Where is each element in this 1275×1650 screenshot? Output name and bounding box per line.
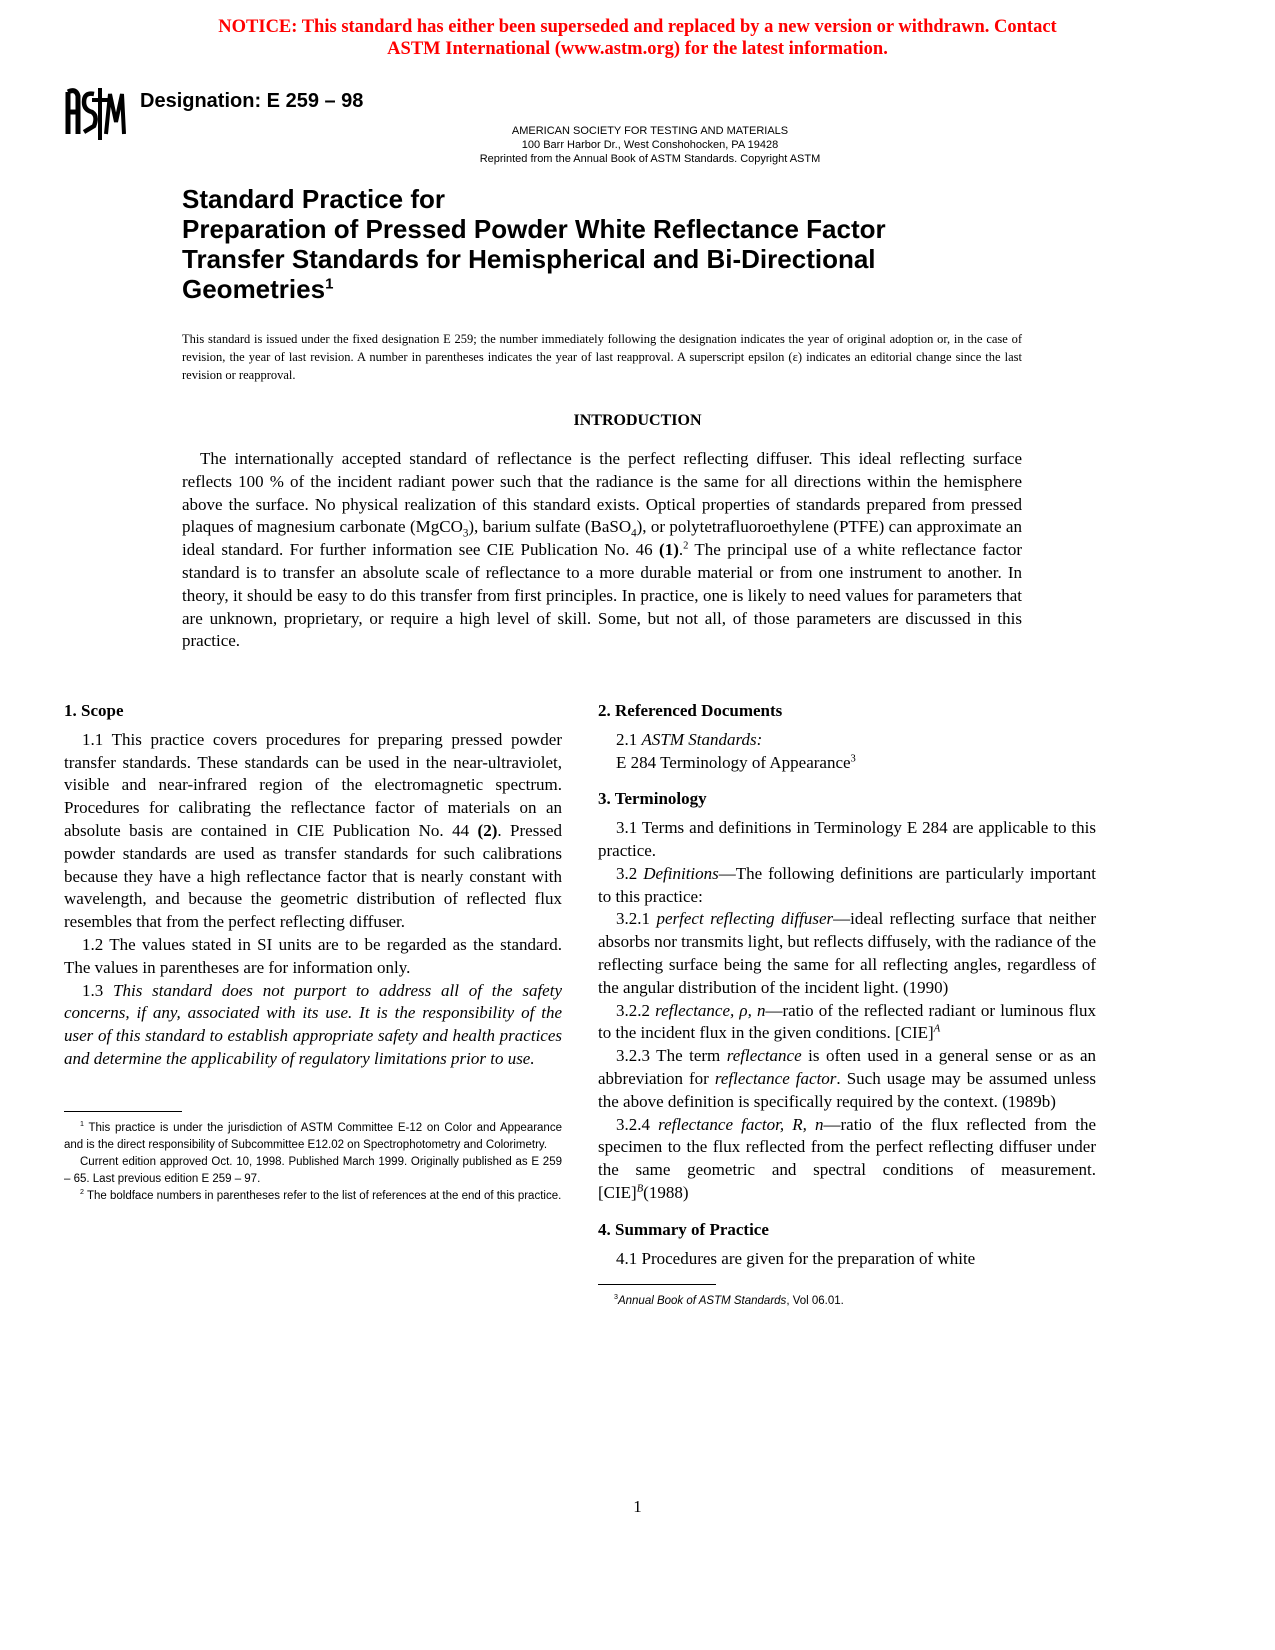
terminology-3-2-3: 3.2.3 The term reflectance is often used in a general sense or as an abbreviation for reflectance factor. Such usage may be assumed unless the above definition is specifically required by the context. (1989b) <box>598 1046 1096 1111</box>
title-footnote-mark: 1 <box>325 275 334 293</box>
introduction-heading: INTRODUCTION <box>573 412 702 429</box>
issued-note: This standard is issued under the fixed designation E 259; the number immediately following the designation indicates the year of original adoption or, in the case of revision, the year of last revision. A number in parentheses indicates the year of last reapproval. A superscript epsilon (ε) indicates an editorial change since the last revision or reapproval. <box>182 332 1022 382</box>
terminology-3-2-4: 3.2.4 reflectance factor, R, n—ratio of the flux reflected from the specimen to the flux reflected from the perfect reflecting diffuser under the same geometric and spectral conditions of measurement. [CIE]$^B$(1988) <box>598 1114 1097 1202</box>
scope-1-3: 1.3 This standard does not purport to address all of the safety concerns, if any, associated with its use. It is the responsibility of the user of this standard to establish appropriate safety and health practices and determine the applicability of regulatory limitations prior to use. <box>64 980 562 1068</box>
notice-line-2: ASTM International (www.astm.org) for the latest information. <box>387 39 888 59</box>
summary-heading: 4. Summary of Practice <box>598 1219 769 1239</box>
terminology-3-2: 3.2 Definitions—The following definitions are particularly important to this practice: <box>598 863 1096 906</box>
publisher-line-3: Reprinted from the Annual Book of ASTM Standards. Copyright ASTM <box>479 153 821 165</box>
footnote-3: $^3$Annual Book of ASTM Standards, Vol 06.01. <box>614 1293 844 1308</box>
reference-2: (2) <box>477 820 498 840</box>
right-column <box>598 700 1096 1310</box>
title-line-3: Transfer Standards for Hemispherical and Bi-Directional <box>182 244 876 274</box>
scope-1-2: 1.2 The values stated in SI units are to be regarded as the standard. The values in parentheses are for information only. <box>64 934 562 977</box>
page-number: 1 <box>633 1497 642 1516</box>
reference-1: (1) <box>659 540 679 560</box>
referenced-e284: E 284 Terminology of Appearance$^3$ <box>616 752 856 772</box>
publisher-line-1: AMERICAN SOCIETY FOR TESTING AND MATERIALS <box>511 125 789 137</box>
publisher-block <box>400 124 900 166</box>
referenced-2-1: 2.1 ASTM Standards: <box>616 729 763 749</box>
terminology-3-2-1: 3.2.1 perfect reflecting diffuser—ideal reflecting surface that neither absorbs nor transmits light, but reflects diffusely, with the radiance of the reflecting surface being the same for all reflecting angles, regardless of the angular distribution of the incident light. (1990) <box>598 909 1096 997</box>
footnote-2: $^2$ The boldface numbers in parentheses refer to the list of references at the end of this practice. <box>80 1187 562 1202</box>
scope-1-1: 1.1 This practice covers procedures for preparing pressed powder transfer standards. These standards can be used in the near-ultraviolet, visible and near-infrared region of the electromagnetic spectrum. Procedures for calibrating the reflectance factor of materials on an absolute basis are contained in CIE Publication No. 44 (2). Pressed powder standards are used as transfer standards for such calibrations because they have a high reflectance factor that is nearly constant with wavelength, and because the geometric distribution of reflected flux resembles that from the perfect reflecting diffuser. <box>64 729 562 932</box>
supersession-notice <box>0 16 1275 60</box>
footnotes-right <box>598 1293 1096 1310</box>
footnotes-left <box>64 1120 562 1205</box>
notice-line-1: NOTICE: This standard has either been superseded and replaced by a new version or withdrawn. Contact <box>218 17 1057 37</box>
title-line-4: Geometries <box>182 274 326 304</box>
astm-logo-icon <box>64 86 126 142</box>
scope-heading: 1. Scope <box>64 701 124 720</box>
terminology-heading: 3. Terminology <box>598 789 707 809</box>
title-line-2: Preparation of Pressed Powder White Reflectance Factor <box>182 214 886 244</box>
footnote-1: $^1$ This practice is under the jurisdiction of ASTM Committee E-12 on Color and Appearance and is the direct responsibility of Subcommittee E12.02 on Spectrophotometry and Colorimetry. <box>64 1119 562 1151</box>
footnote-ref-2: 2 <box>683 540 689 552</box>
introduction-body <box>182 448 1022 653</box>
terminology-3-2-2: 3.2.2 reflectance, ρ, n—ratio of the reflected radiant or luminous flux to the incident flux in the given conditions. [CIE]$^A$ <box>598 1000 1097 1043</box>
left-column <box>64 700 562 1205</box>
title-line-1: Standard Practice for <box>182 184 445 214</box>
summary-4-1: 4.1 Procedures are given for the preparation of white <box>616 1248 976 1268</box>
introduction-paragraph: The internationally accepted standard of reflectance is the perfect reflecting diffuser. This ideal reflecting surface reflects 100 % of the incident radiant power such that the radiance is the same for all directions within the hemisphere above the surface. No physical realization of this standard exists. Optical properties of standards prepared from pressed plaques of magnesium carbonate (MgCO$_3$), barium sulfate (BaSO$_4$), or polytetrafluoroethylene (PTFE) can approximate an ideal standard. For further information see CIE Publication No. 46 (1).$^2$ The principal use of a white reflectance factor standard is to transfer an absolute scale of reflectance to a more durable material or from one instrument to another. In theory, it should be easy to do this transfer from first principles. In practice, one is likely to need values for parameters that are unknown, proprietary, or require a high level of skill. Some, but not all, of those parameters are discussed in this practice. <box>182 449 1023 651</box>
referenced-heading: 2. Referenced Documents <box>598 701 783 720</box>
publisher-line-2: 100 Barr Harbor Dr., West Conshohocken, PA 19428 <box>521 139 779 151</box>
designation: Designation: E 259 – 98 <box>140 90 364 112</box>
document-title <box>182 184 1002 304</box>
terminology-3-1: 3.1 Terms and definitions in Terminology E 284 are applicable to this practice. <box>598 818 1096 860</box>
footnote-1-edition: Current edition approved Oct. 10, 1998. Published March 1999. Originally published as E 259 – 65. Last previous edition E 259 – 97. <box>64 1155 562 1185</box>
